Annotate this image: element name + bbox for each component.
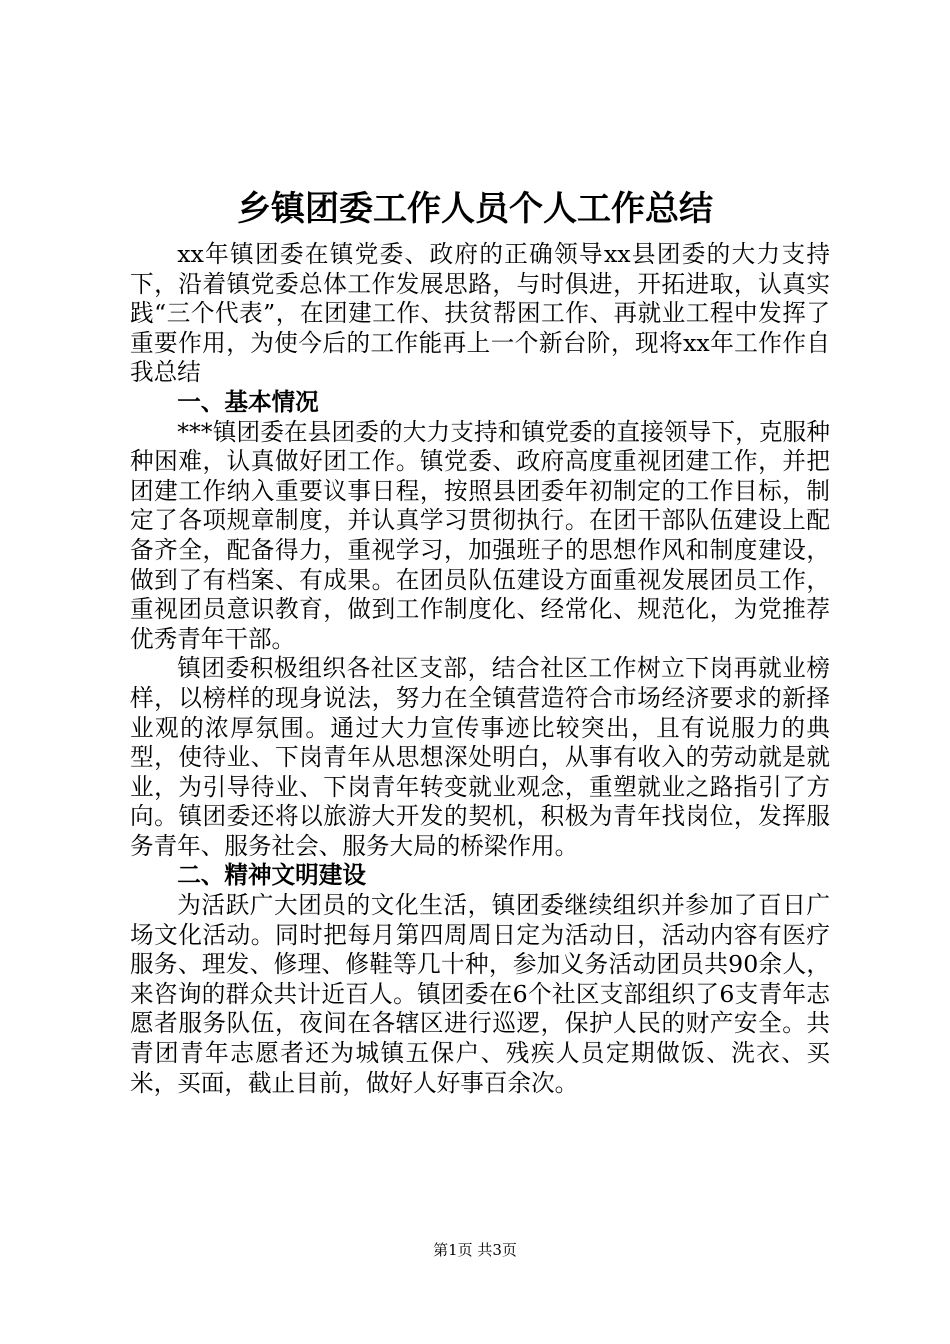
section-1-paragraph-1: ***镇团委在县团委的大力支持和镇党委的直接领导下，克服种种困难，认真做好团工作。镇党委、政府高度重视团建工作，并把团建工作纳入重要议事日程，按照县团委年初制定的工作目标，制定了各项规章制度，并认真学习贯彻执行。在团干部队伍建设上配备齐全，配备得力，重视学习，加强班子的思想作风和制度建设，做到了有档案、有成果。在团员队伍建设方面重视发展团员工作，重视团员意识教育，做到工作制度化、经常化、规范化，为党推荐优秀青年干部。	[130, 417, 830, 653]
document-body	[130, 240, 830, 1098]
section-2-paragraph-1: 为活跃广大团员的文化生活，镇团委继续组织并参加了百日广场文化活动。同时把每月第四周周日定为活动日，活动内容有医疗服务、理发、修理、修鞋等几十种，参加义务活动团员共90余人，来咨询的群众共计近百人。镇团委在6个社区支部组织了6支青年志愿者服务队伍，夜间在各辖区进行巡逻，保护人民的财产安全。共青团青年志愿者还为城镇五保户、残疾人员定期做饭、洗衣、买米，买面，截止目前，做好人好事百余次。	[130, 891, 830, 1097]
section-heading-spiritual-civilization: 二、精神文明建设	[177, 861, 366, 890]
intro-paragraph: xx年镇团委在镇党委、政府的正确领导xx县团委的大力支持下，沿着镇党委总体工作发展思路，与时俱进，开拓进取，认真实践“三个代表”，在团建工作、扶贫帮困工作、再就业工程中发挥了重要作用，为使今后的工作能再上一个新台阶，现将xx年工作作自我总结	[130, 240, 830, 387]
page-number-footer: 第1页 共3页	[433, 1241, 517, 1259]
section-heading-basic-situation: 一、基本情况	[177, 387, 319, 416]
document-title: 乡镇团委工作人员个人工作总结	[237, 189, 713, 229]
section-1-paragraph-2: 镇团委积极组织各社区支部，结合社区工作树立下岗再就业榜样，以榜样的现身说法，努力在全镇营造符合市场经济要求的新择业观的浓厚氛围。通过大力宣传事迹比较突出，且有说服力的典型，使待业、下岗青年从思想深处明白，从事有收入的劳动就是就业，为引导待业、下岗青年转变就业观念，重塑就业之路指引了方向。镇团委还将以旅游大开发的契机，积极为青年找岗位，发挥服务青年、服务社会、服务大局的桥梁作用。	[130, 654, 830, 860]
